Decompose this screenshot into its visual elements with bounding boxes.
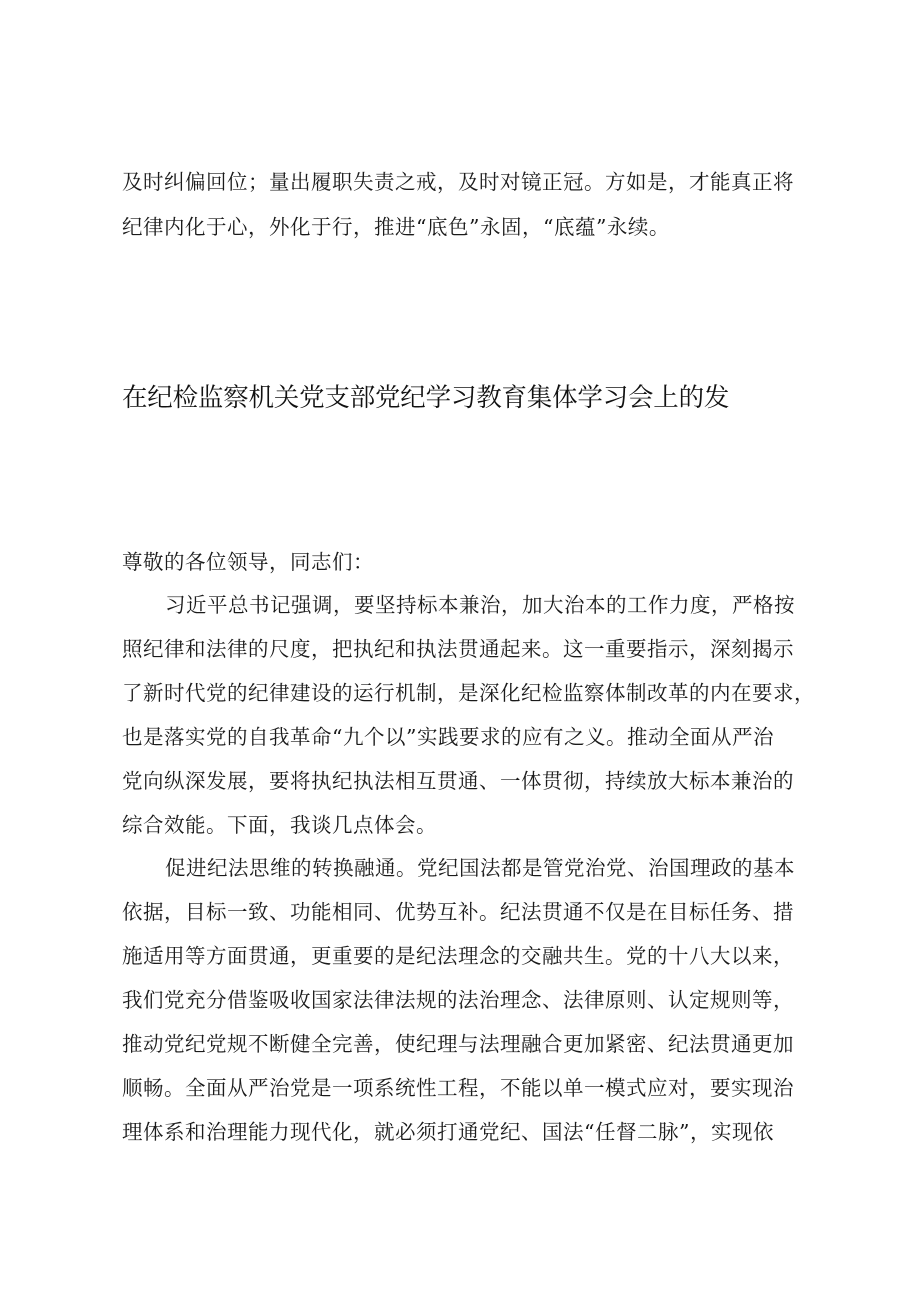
paragraph-1-line: 照纪律和法律的尺度，把执纪和执法贯通起来。这一重要指示，深刻揭示 bbox=[122, 637, 794, 661]
paragraph-2-line: 我们党充分借鉴吸收国家法律法规的法治理念、法律原则、认定规则等， bbox=[122, 988, 794, 1012]
top-paragraph-line: 及时纠偏回位；量出履职失责之戒，及时对镜正冠。方如是，才能真正将 bbox=[122, 170, 794, 194]
paragraph-2-line: 施适用等方面贯通，更重要的是纪法理念的交融共生。党的十八大以来， bbox=[122, 944, 794, 968]
top-paragraph-line: 纪律内化于心，外化于行，推进“底色”永固，“底蕴”永续。 bbox=[122, 215, 670, 239]
document-title: 在纪检监察机关党支部党纪学习教育集体学习会上的发 bbox=[122, 383, 730, 413]
paragraph-2-line: 顺畅。全面从严治党是一项系统性工程，不能以单一模式应对，要实现治 bbox=[122, 1076, 794, 1100]
paragraph-1-line: 也是落实党的自我革命“九个以”实践要求的应有之义。推动全面从严治 bbox=[122, 725, 774, 749]
salutation: 尊敬的各位领导，同志们： bbox=[122, 550, 374, 574]
paragraph-1-line: 了新时代党的纪律建设的运行机制，是深化纪检监察体制改革的内在要求， bbox=[122, 681, 815, 705]
paragraph-2-line: 理体系和治理能力现代化，就必须打通党纪、国法“任督二脉”，实现依 bbox=[122, 1120, 774, 1144]
paragraph-2-line: 推动党纪党规不断健全完善，使纪理与法理融合更加紧密、纪法贯通更加 bbox=[122, 1032, 794, 1056]
paragraph-1-line: 习近平总书记强调，要坚持标本兼治，加大治本的工作力度，严格按 bbox=[165, 593, 795, 617]
paragraph-2-line: 依据，目标一致、功能相同、优势互补。纪法贯通不仅是在目标任务、措 bbox=[122, 900, 794, 924]
paragraph-2-line: 促进纪法思维的转换融通。党纪国法都是管党治党、治国理政的基本 bbox=[165, 856, 795, 880]
paragraph-1-line: 综合效能。下面，我谈几点体会。 bbox=[122, 813, 437, 837]
paragraph-1-line: 党向纵深发展，要将执纪执法相互贯通、一体贯彻，持续放大标本兼治的 bbox=[122, 769, 794, 793]
